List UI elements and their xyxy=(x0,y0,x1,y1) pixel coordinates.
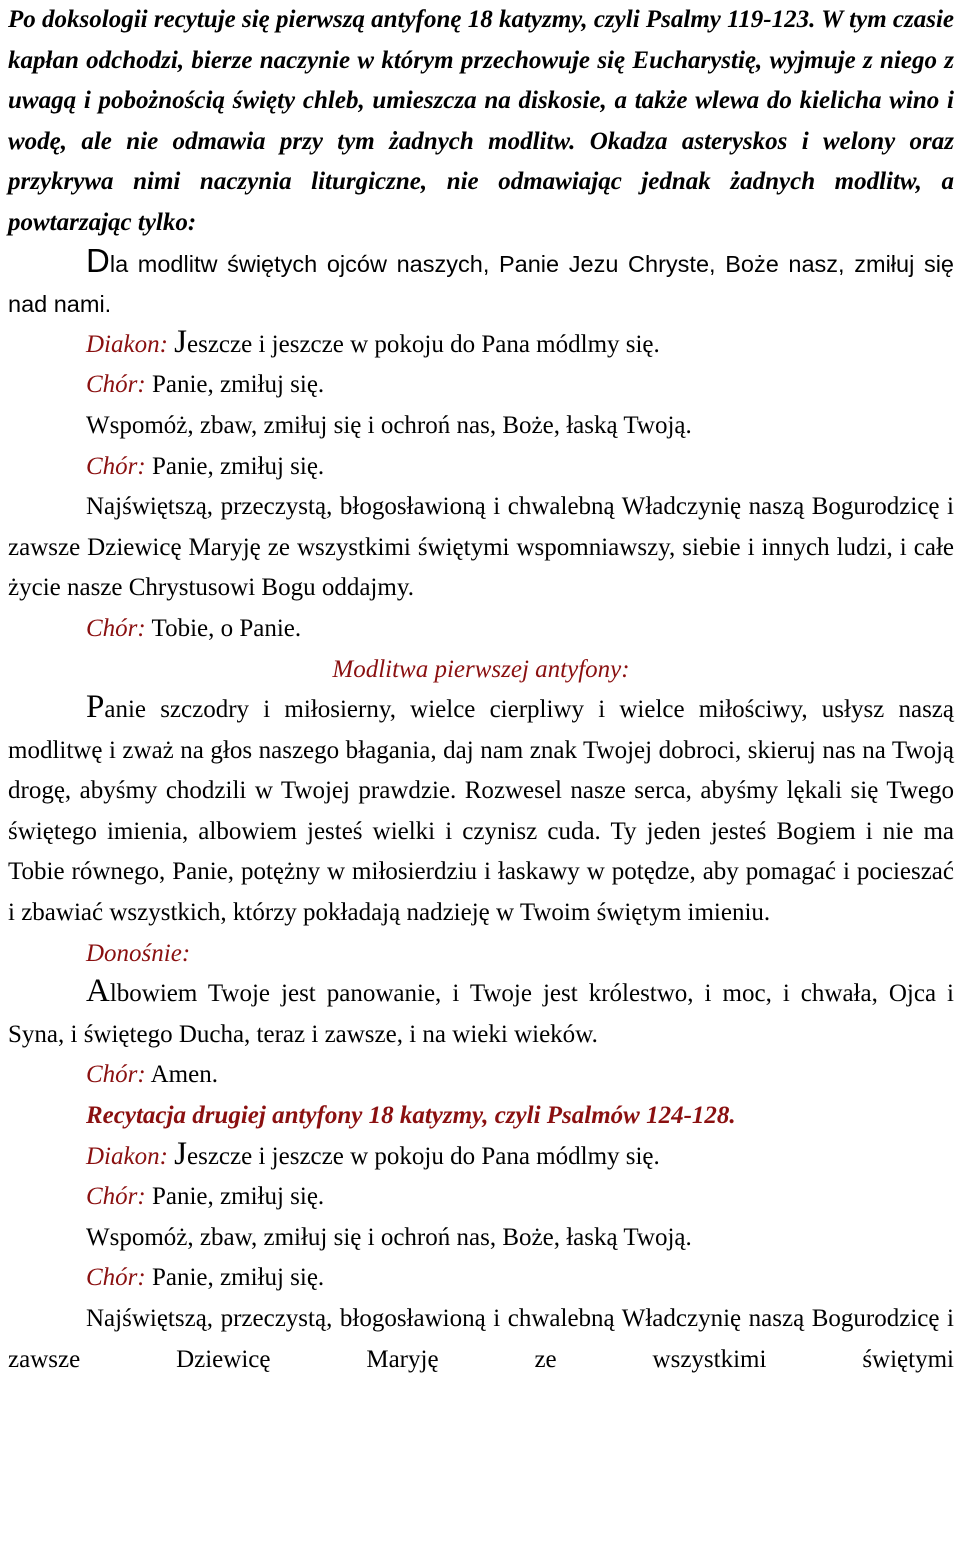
chor-label: Chór: xyxy=(86,1264,146,1292)
chor-text: Panie, zmiłuj się. xyxy=(151,1183,325,1211)
chor-text: Amen. xyxy=(150,1061,218,1089)
chor-text: Panie, zmiłuj się. xyxy=(151,1264,325,1292)
chor-text: Panie, zmiłuj się. xyxy=(151,452,325,480)
diakon-label: Diakon: xyxy=(86,330,168,358)
najswietsza-paragraph-2: Najświętszą, przeczystą, błogosławioną i chwalebną Władczynię naszą Bogurodzicę i zawsze Dziewicę Maryję ze wszystkimi świętymi xyxy=(8,1305,954,1373)
drop-letter: J xyxy=(174,1135,188,1172)
ekphonesis-paragraph xyxy=(8,974,954,1055)
wspomoz-line-2: Wspomóż, zbaw, zmiłuj się i ochroń nas, Boże, łaską Twoją. xyxy=(86,1223,692,1251)
dla-modlitw-text: la modlitw świętych ojców naszych, Panie Jezu Chryste, Boże nasz, zmiłuj się nad nami. xyxy=(8,250,954,318)
drop-letter: J xyxy=(174,323,188,360)
chor-line-3 xyxy=(8,609,954,650)
chor-label: Chór: xyxy=(86,1061,146,1089)
chor-text: Panie, zmiłuj się. xyxy=(151,371,325,399)
document-page xyxy=(8,0,954,1380)
chor-amen-line xyxy=(8,1055,954,1096)
chor-line-4 xyxy=(8,1177,954,1218)
dla-modlitw-paragraph xyxy=(8,241,954,325)
prayer-text: anie szczodry i miłosierny, wielce cierpliwy i wielce miłościwy, usłysz naszą modlitwę i zważ na głos naszego błagania, daj nam znak Twojej dobroci, skieruj nas na Twoją drogę, abyśmy chodzili w Twojej prawdzie. Rozwesel nasze serca, abyśmy lękali się Twego świętego imienia, albowiem jesteś wielki i czynisz cuda. Ty jeden jesteś Bogiem i nie ma Tobie równego, Panie, potężny w miłosierdziu i łaskawy w potędze, aby pomagać i pocieszać i zbawiać wszystkich, którzy pokładają nadzieję w Twoim świętym imieniu. xyxy=(8,696,954,927)
diakon-text: eszcze i jeszcze w pokoju do Pana módlmy się. xyxy=(187,330,660,358)
chor-text: Tobie, o Panie. xyxy=(151,614,302,642)
heading-prayer: Modlitwa pierwszej antyfony: xyxy=(332,655,630,683)
chor-line-2 xyxy=(8,447,954,488)
chor-line-1 xyxy=(8,365,954,406)
chor-label: Chór: xyxy=(86,614,146,642)
diakon-line-2 xyxy=(8,1137,954,1178)
diakon-label: Diakon: xyxy=(86,1142,168,1170)
heading-second-antiphon: Recytacja drugiej antyfony 18 katyzmy, czyli Psalmów 124-128. xyxy=(86,1102,736,1130)
chor-label: Chór: xyxy=(86,371,146,399)
diakon-line-1 xyxy=(8,325,954,366)
drop-letter: D xyxy=(86,241,110,279)
chor-label: Chór: xyxy=(86,1183,146,1211)
chor-line-5 xyxy=(8,1258,954,1299)
ekphonesis-text: lbowiem Twoje jest panowanie, i Twoje jest królestwo, i moc, i chwała, Ojca i Syna, i świętego Ducha, teraz i zawsze, i na wieki wieków. xyxy=(8,980,954,1048)
diakon-text: eszcze i jeszcze w pokoju do Pana módlmy się. xyxy=(187,1142,660,1170)
wspomoz-line-1: Wspomóż, zbaw, zmiłuj się i ochroń nas, Boże, łaską Twoją. xyxy=(86,411,692,439)
najswietsza-paragraph-1: Najświętszą, przeczystą, błogosławioną i chwalebną Władczynię naszą Bogurodzicę i zawsze Dziewicę Maryję ze wszystkimi świętymi wspomniawszy, siebie i innych ludzi, i całe życie nasze Chrystusowi Bogu oddajmy. xyxy=(8,493,954,602)
drop-letter: P xyxy=(86,689,105,726)
drop-letter: A xyxy=(86,973,110,1010)
prayer-paragraph xyxy=(8,690,954,934)
rubric-intro: Po doksologii recytuje się pierwszą antyfonę 18 katyzmy, czyli Psalmy 119-123. W tym czasie kapłan odchodzi, bierze naczynie w którym przechowuje się Eucharystię, wyjmuje z niego z uwagą i pobożnością święty chleb, umieszcza na diskosie, a także wlewa do kielicha wino i wodę, ale nie odmawia przy tym żadnych modlitw. Okadza asteryskos i welony oraz przykrywa nimi naczynia liturgiczne, nie odmawiając jednak żadnych modlitw, a powtarzając tylko: xyxy=(8,6,954,236)
donosnie-label: Donośnie: xyxy=(86,939,191,967)
chor-label: Chór: xyxy=(86,452,146,480)
